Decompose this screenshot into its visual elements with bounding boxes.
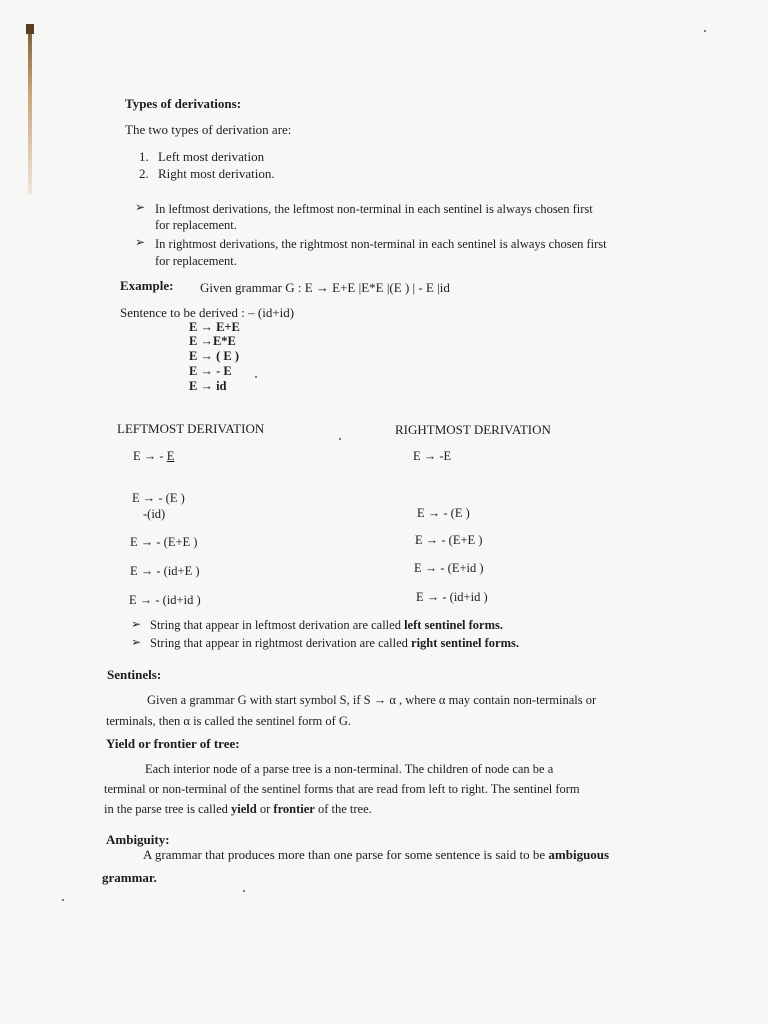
list-number: 1. xyxy=(139,149,149,164)
binding-edge-mark xyxy=(28,24,32,194)
scan-speck xyxy=(243,890,245,892)
production: E → ( E ) xyxy=(189,349,239,363)
ambiguity-line-2: grammar. xyxy=(102,870,157,885)
rightmost-step-4: E → - (E+id ) xyxy=(414,561,484,575)
list-item-2 xyxy=(139,166,275,182)
rightmost-step-2: E → - (E ) xyxy=(417,506,470,520)
yield-term: yield xyxy=(231,802,257,816)
arrow-bullet-icon: ➢ xyxy=(131,635,142,649)
production: E → - E xyxy=(189,364,232,378)
leftmost-step-5: E → - (id+id ) xyxy=(129,593,201,607)
list-text: Left most derivation xyxy=(158,149,265,164)
leftmost-step-4: E → - (id+E ) xyxy=(130,564,200,578)
step-underlined-nonterminal: E xyxy=(166,449,175,463)
yield-line-3 xyxy=(104,802,372,817)
ambiguity-heading: Ambiguity: xyxy=(106,832,170,847)
bullet-rightmost-line1: In rightmost derivations, the rightmost non-terminal in each sentinel is always chosen first xyxy=(155,237,607,251)
bullet-rightmost-line2: for replacement. xyxy=(155,254,237,268)
rightmost-title: RIGHTMOST DERIVATION xyxy=(395,422,551,437)
example-label: Example: xyxy=(120,278,174,293)
sentinels-heading: Sentinels: xyxy=(107,667,162,682)
list-item-1 xyxy=(139,149,264,165)
scan-speck xyxy=(255,376,257,378)
yield-line-2: terminal or non-terminal of the sentinel forms that are read from left to right. The sentinel form xyxy=(104,782,580,796)
leftmost-step-1 xyxy=(133,449,174,464)
bullet-text: String that appear in rightmost derivation are called xyxy=(150,636,412,650)
example-sentence: Sentence to be derived : – (id+id) xyxy=(120,305,295,320)
ambiguous-term: ambiguous xyxy=(548,847,610,862)
sentinels-line-2: terminals, then α is called the sentinel form of G. xyxy=(106,714,352,728)
scan-speck xyxy=(62,899,64,901)
ambiguity-line-1 xyxy=(143,847,609,863)
leftmost-step-2-note: -(id) xyxy=(143,507,166,521)
leftmost-step-3: E → - (E+E ) xyxy=(130,535,198,549)
example-grammar: Given grammar G : E → E+E |E*E |(E ) | - E |id xyxy=(200,280,450,295)
sentinels-line-1: Given a grammar G with start symbol S, if S → α , where α may contain non-terminals or xyxy=(147,693,597,707)
heading-types-of-derivations: Types of derivations: xyxy=(125,96,242,111)
arrow-bullet-icon: ➢ xyxy=(131,617,142,631)
bullet-left-sentinel-forms xyxy=(150,618,503,633)
scan-speck xyxy=(704,30,706,32)
production: E → E+E xyxy=(189,320,240,334)
yield-text: of the tree. xyxy=(314,802,372,816)
yield-text: in the parse tree is called xyxy=(104,802,232,816)
rightmost-step-1: E → -E xyxy=(413,449,452,463)
bullet-text: String that appear in leftmost derivation are called xyxy=(150,618,405,632)
bullet-right-sentinel-forms xyxy=(150,636,519,651)
yield-text: or xyxy=(256,802,274,816)
yield-line-1: Each interior node of a parse tree is a non-terminal. The children of node can be a xyxy=(145,762,554,776)
production: E →E*E xyxy=(189,334,236,348)
leftmost-step-2: E → - (E ) xyxy=(132,491,185,505)
yield-heading: Yield or frontier of tree: xyxy=(106,736,240,751)
frontier-term: frontier xyxy=(273,802,315,816)
arrow-bullet-icon: ➢ xyxy=(135,235,146,249)
arrow-bullet-icon: ➢ xyxy=(135,200,146,214)
ambiguity-text: A grammar that produces more than one parse for some sentence is said to be xyxy=(143,847,549,862)
scan-speck xyxy=(339,438,341,440)
list-text: Right most derivation. xyxy=(158,166,275,181)
leftmost-title: LEFTMOST DERIVATION xyxy=(117,421,265,436)
list-number: 2. xyxy=(139,166,149,181)
rightmost-step-5: E → - (id+id ) xyxy=(416,590,488,604)
bullet-leftmost-line1: In leftmost derivations, the leftmost non-terminal in each sentinel is always chosen first xyxy=(155,202,593,216)
bullet-bold-term: right sentinel forms. xyxy=(411,636,520,650)
rightmost-step-3: E → - (E+E ) xyxy=(415,533,483,547)
bullet-leftmost-line2: for replacement. xyxy=(155,218,237,232)
production: E → id xyxy=(189,379,227,393)
intro-text: The two types of derivation are: xyxy=(125,122,292,137)
bullet-bold-term: left sentinel forms. xyxy=(404,618,504,632)
step-prefix: E → - xyxy=(133,449,167,463)
